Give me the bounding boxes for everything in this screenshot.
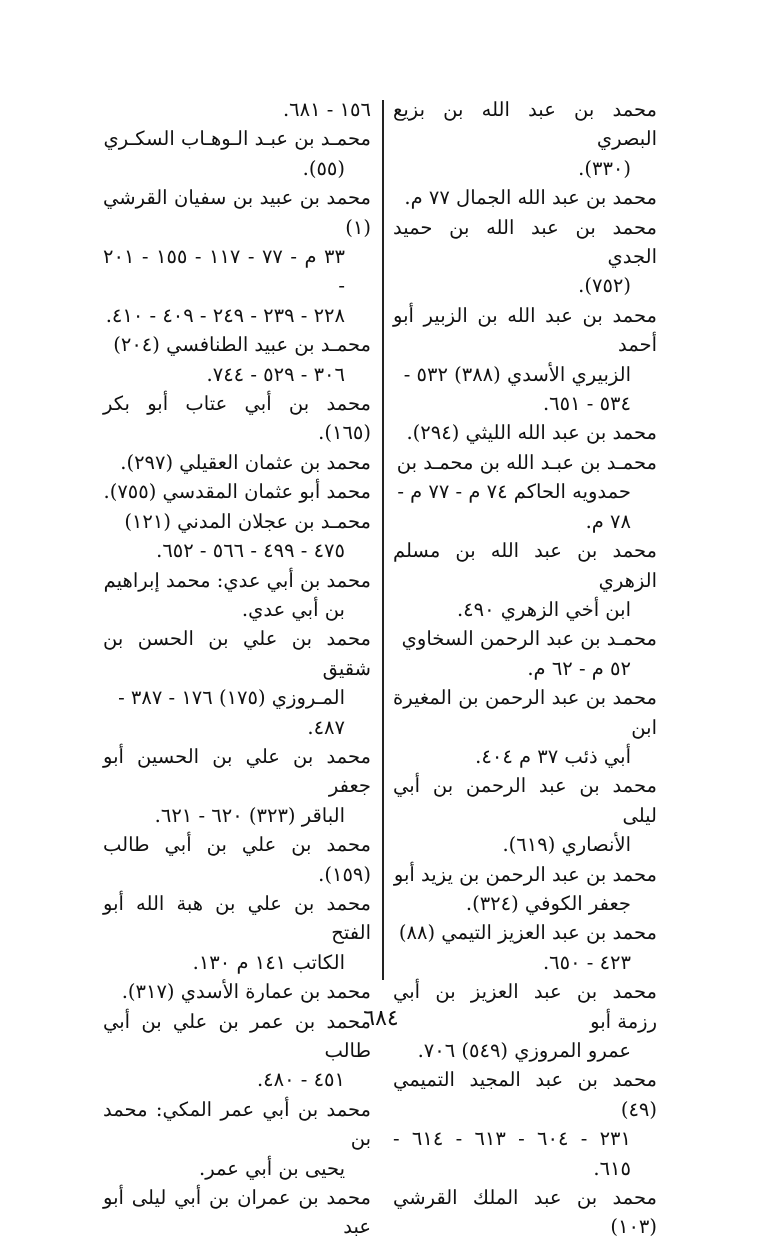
entry-line: محمد بن عمر بن علي بن أبي طالب xyxy=(103,1009,371,1062)
index-entry xyxy=(103,183,371,330)
entry-line: محمد بن عبد الله بن بزيع البصري xyxy=(393,98,657,151)
index-entry xyxy=(393,213,657,301)
entry-continuation: عمرو المروزي (٥٤٩) ٧٠٦. xyxy=(417,1039,631,1062)
entry-line: محمد بن عمران بن أبي ليلى أبو عبد xyxy=(103,1186,371,1239)
entry-line: محمد بن عبد الله الليثي (٢٩٤). xyxy=(406,421,657,445)
index-entry xyxy=(103,977,371,1006)
entry-line: محمد بن علي بن الحسن بن شقيق xyxy=(103,627,371,680)
entry-line: محمد بن علي بن أبي طالب (١٥٩). xyxy=(103,833,371,886)
index-entry xyxy=(103,330,371,389)
entry-continuation: (٣٣٠). xyxy=(578,156,631,180)
entry-continuation: ٥٣٤ - ٦٥١. xyxy=(542,392,631,416)
entry-continuation: ٣٣ م - ٧٧ - ١١٧ - ١٥٥ - ٢٠١ - xyxy=(103,245,345,298)
index-entry xyxy=(103,95,371,124)
entry-line: محمد بن عبد الرحمن بن يزيد أبو xyxy=(393,862,657,886)
entry-line: محمـد بن عجلان المدني (١٢١) xyxy=(124,509,371,533)
entry-continuation: ٥٢ م - ٦٢ م. xyxy=(527,656,631,680)
entry-continuation: (٧٥٢). xyxy=(578,274,631,298)
entry-continuation: ٢٣١ - ٦٠٤ - ٦١٣ - ٦١٤ - ٦١٥. xyxy=(393,1127,631,1180)
entry-line: محمـد بن عبد الرحمن السخاوي xyxy=(401,627,657,651)
entry-line: محمـد بن عبـد الله بن محمـد بن xyxy=(396,450,657,474)
index-entry xyxy=(393,683,657,771)
entry-line: محمد بن عبد الرحمن بن المغيرة ابن xyxy=(393,686,657,739)
index-entry xyxy=(103,477,371,506)
index-entry xyxy=(103,389,371,448)
entry-line: محمـد بن عبيد الطنافسي (٢٠٤) xyxy=(113,333,371,357)
entry-continuation: ابن أخي الزهري ٤٩٠. xyxy=(456,597,631,621)
entry-line: محمد بن عبد الرحمن بن أبي ليلى xyxy=(393,774,657,827)
index-entry xyxy=(103,1183,371,1242)
entry-line: محمد بن عمارة الأسدي (٣١٧). xyxy=(121,980,371,1004)
entry-line: محمد بن عبد الله بن مسلم الزهري xyxy=(393,539,657,592)
entry-line: محمد بن أبي عمر المكي: محمد بن xyxy=(103,1097,371,1151)
index-entry xyxy=(103,624,371,742)
entry-line: محمد بن علي بن هبة الله أبو الفتح xyxy=(103,891,371,945)
index-entry xyxy=(103,742,371,830)
entry-continuation: حمدويه الحاكم ٧٤ م - ٧٧ م - xyxy=(397,480,631,504)
entry-continuation: (٥٥). xyxy=(302,156,345,180)
entry-line: محمد بن أبي عتاب أبو بكر (١٦٥). xyxy=(103,392,371,445)
entry-line: محمد بن علي بن الحسين أبو جعفر xyxy=(103,744,371,798)
entry-line: محمـد بن عبـد الـوهـاب السكـري xyxy=(103,127,371,151)
index-entry xyxy=(103,448,371,477)
index-entry xyxy=(103,507,371,566)
entry-continuation: الزبيري الأسدي (٣٨٨) ٥٣٢ - xyxy=(403,362,631,386)
index-entry xyxy=(103,124,371,183)
entry-continuation: أبي ذئب ٣٧ م ٤٠٤. xyxy=(475,744,631,768)
entry-continuation: الباقر (٣٢٣) ٦٢٠ - ٦٢١. xyxy=(154,803,345,827)
entry-line: محمد بن عبد الله الجمال ٧٧ م. xyxy=(404,186,657,210)
index-entry xyxy=(393,860,657,919)
entry-continuation: ٤٨٧. xyxy=(307,715,345,739)
index-entry xyxy=(393,448,657,536)
entry-line: محمد بن عبد العزيز التيمي (٨٨) xyxy=(398,921,657,945)
index-entry xyxy=(393,1065,657,1183)
index-entry xyxy=(103,1095,371,1183)
index-entry xyxy=(393,418,657,447)
index-column-right xyxy=(393,95,657,1242)
entry-continuation: ٤٧٥ - ٤٩٩ - ٥٦٦ - ٦٥٢. xyxy=(156,539,345,563)
index-entry xyxy=(393,771,657,859)
entry-line: محمد بن عثمان العقيلي (٢٩٧). xyxy=(120,450,371,474)
entry-line: محمد بن عبيد بن سفيان القرشي (١) xyxy=(103,186,371,239)
entry-line: محمد أبو عثمان المقدسي (٧٥٥). xyxy=(103,480,371,504)
index-column-left xyxy=(103,95,371,1242)
index-entry xyxy=(103,830,371,889)
index-entry xyxy=(103,566,371,625)
entry-continuation: بن أبي عدي. xyxy=(241,597,345,621)
index-entry xyxy=(103,889,371,977)
entry-continuation: ٤٥١ - ٤٨٠. xyxy=(256,1068,345,1092)
entry-line: محمد بن أبي عدي: محمد إبراهيم xyxy=(103,568,371,592)
entry-continuation: الأنصاري (٦١٩). xyxy=(502,833,631,857)
entry-continuation: جعفر الكوفي (٣٢٤). xyxy=(465,891,631,915)
index-entry xyxy=(393,624,657,683)
entry-line: محمد بن عبد الله بن الزبير أبو أحمد xyxy=(393,303,657,357)
page-number: ٦٨٤ xyxy=(363,1006,399,1031)
entry-line: محمد بن عبد المجيد التميمي (٤٩) xyxy=(393,1068,657,1121)
entry-line: ١٥٦ - ٦٨١. xyxy=(282,98,371,121)
entry-continuation: ٤٢٣ - ٦٥٠. xyxy=(542,950,631,974)
entry-continuation: المـروزي (١٧٥) ١٧٦ - ٣٨٧ - xyxy=(118,686,345,710)
index-entry xyxy=(393,918,657,977)
column-divider xyxy=(382,100,384,980)
entry-line: محمد بن عبد الملك القرشي (١٠٣) xyxy=(393,1186,657,1239)
index-entry xyxy=(393,536,657,624)
entry-continuation: ٢٢٨ - ٢٣٩ - ٢٤٩ - ٤٠٩ - ٤١٠. xyxy=(105,303,345,327)
entry-line: محمد بن عبد العزيز بن أبي رزمة أبو xyxy=(393,980,657,1033)
entry-continuation: الكاتب ١٤١ م ١٣٠. xyxy=(192,950,345,974)
entry-continuation: ٣٠٦ - ٥٢٩ - ٧٤٤. xyxy=(206,362,345,386)
entry-continuation: يحيى بن أبي عمر. xyxy=(199,1156,345,1180)
index-entry xyxy=(393,301,657,419)
index-entry xyxy=(393,95,657,183)
entry-continuation: ٧٨ م. xyxy=(585,509,631,533)
index-entry xyxy=(393,1183,657,1242)
index-entry xyxy=(393,183,657,212)
entry-line: محمد بن عبد الله بن حميد الجدي xyxy=(393,215,657,269)
